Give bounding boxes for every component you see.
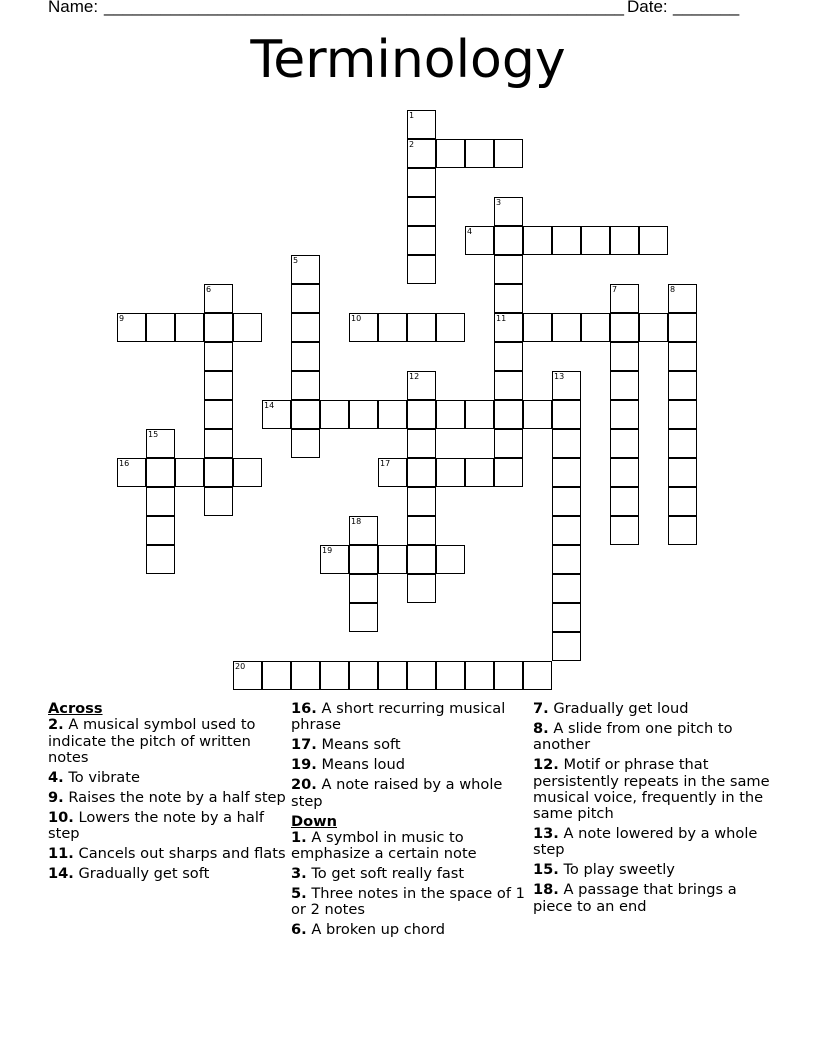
clue-item-number: 3. [291, 865, 307, 883]
grid-cell[interactable] [552, 603, 581, 632]
grid-cell[interactable] [552, 574, 581, 603]
clue-number: 17 [380, 459, 391, 468]
grid-cell[interactable] [349, 574, 378, 603]
grid-cell[interactable] [610, 516, 639, 545]
grid-cell[interactable] [494, 313, 523, 342]
clue-number: 13 [554, 372, 565, 381]
clue-item [48, 717, 286, 766]
clues-column-1 [48, 701, 286, 886]
grid-cell[interactable] [204, 400, 233, 429]
grid-cell[interactable] [581, 313, 610, 342]
name-field-line[interactable]: _______________________________________________________ [104, 0, 625, 16]
clue-item [533, 826, 771, 859]
grid-cell[interactable] [407, 168, 436, 197]
clue-item [291, 886, 529, 919]
grid-cell[interactable] [639, 226, 668, 255]
grid-cell[interactable] [407, 226, 436, 255]
grid-cell[interactable] [407, 458, 436, 487]
clue-number: 2 [409, 140, 415, 149]
grid-cell[interactable] [407, 516, 436, 545]
grid-cell[interactable] [378, 400, 407, 429]
grid-cell[interactable] [146, 313, 175, 342]
grid-cell[interactable] [378, 661, 407, 690]
grid-cell[interactable] [407, 139, 436, 168]
grid-cell[interactable] [291, 371, 320, 400]
clue-item-number: 12. [533, 756, 559, 774]
clue-item-number: 19. [291, 756, 317, 774]
grid-cell[interactable] [436, 400, 465, 429]
clue-item-text: Gradually get soft [73, 865, 210, 883]
clue-item [533, 701, 771, 717]
clue-item [291, 830, 529, 863]
grid-cell[interactable] [494, 371, 523, 400]
grid-cell[interactable] [146, 458, 175, 487]
grid-cell[interactable] [407, 487, 436, 516]
clue-item [533, 862, 771, 878]
clue-item [291, 737, 529, 753]
clue-number: 14 [264, 401, 275, 410]
grid-cell[interactable] [262, 400, 291, 429]
grid-cell[interactable] [668, 429, 697, 458]
grid-cell[interactable] [436, 458, 465, 487]
grid-cell[interactable] [494, 197, 523, 226]
clues-column-3 [533, 701, 771, 919]
grid-cell[interactable] [581, 226, 610, 255]
clue-number: 6 [206, 285, 212, 294]
grid-cell[interactable] [552, 545, 581, 574]
grid-cell[interactable] [610, 313, 639, 342]
grid-cell[interactable] [407, 255, 436, 284]
grid-cell[interactable] [610, 284, 639, 313]
grid-cell[interactable] [407, 371, 436, 400]
grid-cell[interactable] [146, 487, 175, 516]
clue-number: 16 [119, 459, 130, 468]
clue-item-text: Lowers the note by a half step [48, 808, 265, 843]
grid-cell[interactable] [465, 226, 494, 255]
grid-cell[interactable] [436, 545, 465, 574]
clue-item [291, 866, 529, 882]
grid-cell[interactable] [349, 661, 378, 690]
clue-number: 12 [409, 372, 420, 381]
clue-item-number: 15. [533, 861, 559, 879]
grid-cell[interactable] [523, 226, 552, 255]
clue-item-number: 7. [533, 700, 549, 717]
clue-number: 10 [351, 314, 362, 323]
clue-number: 1 [409, 111, 415, 120]
clue-item [48, 810, 286, 843]
grid-cell[interactable] [465, 139, 494, 168]
grid-cell[interactable] [552, 487, 581, 516]
clue-item-number: 10. [48, 808, 74, 826]
grid-cell[interactable] [407, 400, 436, 429]
clues-column-2 [291, 701, 529, 942]
grid-cell[interactable] [204, 342, 233, 371]
clue-item [533, 721, 771, 754]
grid-cell[interactable] [494, 661, 523, 690]
grid-cell[interactable] [523, 400, 552, 429]
clue-item-text: Gradually get loud [548, 700, 689, 717]
clue-item-text: A musical symbol used to indicate the pitch of written notes [48, 716, 256, 766]
grid-cell[interactable] [204, 429, 233, 458]
grid-cell[interactable] [552, 632, 581, 661]
grid-cell[interactable] [610, 487, 639, 516]
clue-number: 11 [496, 314, 507, 323]
grid-cell[interactable] [349, 313, 378, 342]
grid-cell[interactable] [204, 371, 233, 400]
grid-cell[interactable] [146, 516, 175, 545]
clue-item-text: Raises the note by a half step [63, 788, 286, 806]
clue-item-number: 1. [291, 828, 307, 846]
grid-cell[interactable] [494, 255, 523, 284]
grid-cell[interactable] [465, 400, 494, 429]
clue-item [533, 757, 771, 822]
grid-cell[interactable] [175, 458, 204, 487]
clue-item-number: 14. [48, 865, 74, 883]
clue-number: 20 [235, 662, 246, 671]
grid-cell[interactable] [378, 545, 407, 574]
grid-cell[interactable] [494, 139, 523, 168]
grid-cell[interactable] [610, 226, 639, 255]
clue-item-number: 11. [48, 845, 74, 863]
clue-item-text: To get soft really fast [306, 865, 465, 883]
grid-cell[interactable] [378, 313, 407, 342]
clue-item-number: 9. [48, 788, 64, 806]
grid-cell[interactable] [407, 574, 436, 603]
clue-number: 3 [496, 198, 502, 207]
grid-cell[interactable] [523, 661, 552, 690]
clue-item-text: A symbol in music to emphasize a certain note [291, 828, 477, 863]
grid-cell[interactable] [175, 313, 204, 342]
grid-cell[interactable] [552, 458, 581, 487]
clue-number: 18 [351, 517, 362, 526]
grid-cell[interactable] [436, 313, 465, 342]
clue-number: 15 [148, 430, 159, 439]
grid-cell[interactable] [117, 458, 146, 487]
clue-item [291, 701, 529, 734]
grid-cell[interactable] [407, 197, 436, 226]
grid-cell[interactable] [291, 255, 320, 284]
grid-cell[interactable] [407, 429, 436, 458]
grid-cell[interactable] [204, 313, 233, 342]
clue-item [48, 770, 286, 786]
grid-cell[interactable] [668, 313, 697, 342]
grid-cell[interactable] [465, 458, 494, 487]
grid-cell[interactable] [552, 400, 581, 429]
clue-number: 4 [467, 227, 473, 236]
grid-cell[interactable] [407, 661, 436, 690]
grid-cell[interactable] [610, 371, 639, 400]
grid-cell[interactable] [494, 458, 523, 487]
clue-item-text: Motif or phrase that persistently repeats in the same musical voice, frequently in the same pitch [533, 756, 770, 823]
grid-cell[interactable] [668, 342, 697, 371]
clue-item-text: A note lowered by a whole step [533, 825, 758, 859]
clue-item-number: 17. [291, 736, 317, 754]
grid-cell[interactable] [552, 516, 581, 545]
clue-item-text: A short recurring musical phrase [291, 700, 506, 734]
clue-item-number: 4. [48, 768, 64, 786]
grid-cell[interactable] [436, 139, 465, 168]
grid-cell[interactable] [378, 458, 407, 487]
grid-cell[interactable] [552, 226, 581, 255]
grid-cell[interactable] [233, 661, 262, 690]
date-field-line[interactable]: _______ [673, 0, 740, 16]
clue-item-text: Means loud [316, 756, 405, 774]
grid-cell[interactable] [349, 516, 378, 545]
clue-item-number: 13. [533, 825, 559, 843]
grid-cell[interactable] [407, 545, 436, 574]
grid-cell[interactable] [291, 661, 320, 690]
grid-cell[interactable] [465, 661, 494, 690]
clue-item-text: Cancels out sharps and flats [73, 845, 286, 863]
grid-cell[interactable] [494, 342, 523, 371]
grid-cell[interactable] [494, 400, 523, 429]
grid-cell[interactable] [204, 284, 233, 313]
grid-cell[interactable] [146, 429, 175, 458]
grid-cell[interactable] [523, 313, 552, 342]
clue-item-number: 20. [291, 776, 317, 794]
clue-number: 5 [293, 256, 299, 265]
grid-cell[interactable] [407, 110, 436, 139]
grid-cell[interactable] [117, 313, 146, 342]
grid-cell[interactable] [610, 429, 639, 458]
clue-item [291, 757, 529, 773]
clue-item [533, 882, 771, 915]
clue-item-text: A broken up chord [306, 921, 445, 939]
grid-cell[interactable] [233, 458, 262, 487]
grid-cell[interactable] [610, 458, 639, 487]
clue-item [291, 922, 529, 938]
grid-cell[interactable] [349, 603, 378, 632]
clue-item-text: A passage that brings a piece to an end [533, 881, 737, 915]
across-clue-list [48, 717, 286, 882]
grid-cell[interactable] [668, 487, 697, 516]
down-heading: Down [291, 812, 338, 830]
grid-cell[interactable] [552, 371, 581, 400]
clue-item-text: A slide from one pitch to another [533, 719, 733, 754]
clue-item-number: 18. [533, 881, 559, 899]
clue-item [48, 846, 286, 862]
clue-number: 19 [322, 546, 333, 555]
clue-item [291, 777, 529, 810]
grid-cell[interactable] [494, 284, 523, 313]
clue-item-text: Three notes in the space of 1 or 2 notes [291, 885, 525, 919]
grid-cell[interactable] [262, 661, 291, 690]
grid-cell[interactable] [291, 429, 320, 458]
grid-cell[interactable] [494, 429, 523, 458]
clue-item-number: 2. [48, 716, 64, 734]
grid-cell[interactable] [552, 313, 581, 342]
clue-item-number: 6. [291, 921, 307, 939]
grid-cell[interactable] [204, 487, 233, 516]
grid-cell[interactable] [320, 545, 349, 574]
clue-item-number: 16. [291, 700, 317, 717]
clue-item-number: 5. [291, 885, 307, 903]
grid-cell[interactable] [610, 342, 639, 371]
grid-cell[interactable] [146, 545, 175, 574]
grid-cell[interactable] [349, 400, 378, 429]
clue-item [48, 866, 286, 882]
clue-item-text: A note raised by a whole step [291, 776, 503, 810]
grid-cell[interactable] [552, 429, 581, 458]
grid-cell[interactable] [204, 458, 233, 487]
grid-cell[interactable] [610, 400, 639, 429]
grid-cell[interactable] [291, 284, 320, 313]
grid-cell[interactable] [668, 516, 697, 545]
clue-item [48, 790, 286, 806]
grid-cell[interactable] [668, 400, 697, 429]
grid-cell[interactable] [291, 313, 320, 342]
down-clue-list [291, 830, 529, 939]
clue-number: 7 [612, 285, 618, 294]
grid-cell[interactable] [349, 545, 378, 574]
grid-cell[interactable] [291, 400, 320, 429]
grid-cell[interactable] [436, 661, 465, 690]
grid-cell[interactable] [668, 458, 697, 487]
clue-item-text: To play sweetly [558, 861, 675, 879]
name-label: Name: [48, 0, 99, 16]
grid-cell[interactable] [407, 313, 436, 342]
clue-item-text: Means soft [316, 736, 401, 754]
clue-item-number: 8. [533, 719, 549, 737]
clue-number: 8 [670, 285, 676, 294]
down-clue-list-continued [533, 701, 771, 915]
clue-number: 9 [119, 314, 125, 323]
page-title: Terminology [250, 30, 566, 90]
grid-cell[interactable] [233, 313, 262, 342]
date-label: Date: [627, 0, 668, 16]
grid-cell[interactable] [639, 313, 668, 342]
clue-item-text: To vibrate [63, 768, 140, 786]
grid-cell[interactable] [668, 284, 697, 313]
grid-cell[interactable] [320, 400, 349, 429]
across-clue-list-continued [291, 701, 529, 810]
grid-cell[interactable] [494, 226, 523, 255]
grid-cell[interactable] [320, 661, 349, 690]
across-heading: Across [48, 700, 103, 717]
grid-cell[interactable] [668, 371, 697, 400]
grid-cell[interactable] [291, 342, 320, 371]
